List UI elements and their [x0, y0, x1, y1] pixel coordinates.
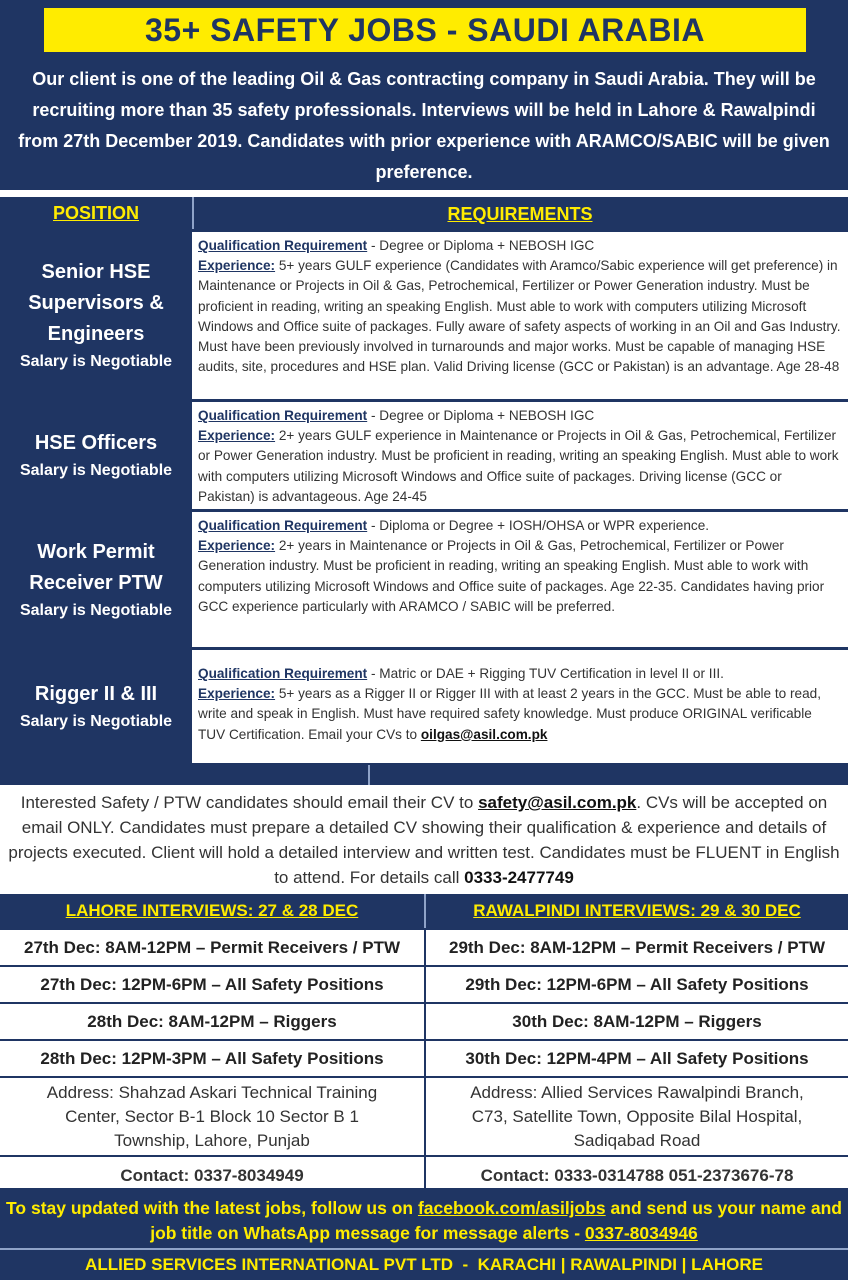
follow-before: To stay updated with the latest jobs, follow us on [6, 1198, 418, 1218]
address-line: Township, Lahore, Punjab [114, 1130, 310, 1150]
job-salary: Salary is Negotiable [19, 462, 173, 479]
job-title-line: HSE Officers [34, 432, 158, 454]
address-line: Address: Allied Services Rawalpindi Branch, [470, 1082, 804, 1102]
header-banner [0, 0, 848, 190]
follow-text [0, 1196, 848, 1246]
address-line: Sadiqabad Road [573, 1130, 701, 1150]
job-row-rigger [0, 650, 848, 766]
experience-text: 5+ years GULF experience (Candidates with Aramco/Sabic experience will get preference) in Maintenance or Projects in Oil & Gas, Petrochemical, Fertilizer or Power Generation industry. Must be proficient in reading, writing an speaking English. Must able to work with computers utilizing Microsoft Windows and Office suite of packages. Fully aware of safety aspects of working in an Oil and Gas Industry. Must have been previously involved in turnarounds and major works. Must be capable of managing HSE audits, site, procedures and HSE plan. Valid Driving license (GCC or Pakistan) is an advantage. Age 28-48 [198, 258, 841, 375]
interview-headings [0, 894, 848, 930]
job-row-senior-hse [0, 232, 848, 402]
job-position [0, 232, 192, 399]
qualification-text: - Degree or Diploma + NEBOSH IGC [367, 238, 595, 253]
experience-text: 5+ years as a Rigger II or Rigger III with at least 2 years in the GCC. Must be able to read, write and speak in English. Must have required safety knowledge. Must produce ORIGINAL verificable TUV Certification. Email your CVs to [198, 686, 821, 742]
apply-phone: 0333-2477749 [464, 868, 574, 887]
lahore-slot: 28th Dec: 12PM-3PM – All Safety Positions [40, 1048, 384, 1068]
interview-slot-row [0, 930, 848, 967]
facebook-link[interactable]: facebook.com/asiljobs [417, 1198, 606, 1218]
interview-address-row [0, 1078, 848, 1157]
qualification-label: Qualification Requirement [198, 518, 368, 533]
experience-label: Experience [198, 686, 271, 702]
job-position [0, 512, 192, 647]
title-box [44, 8, 806, 52]
job-row-hse-officers [0, 402, 848, 512]
job-title-line: Receiver PTW [29, 571, 163, 594]
experience-label: Experience [198, 258, 271, 274]
address-line: Address: Shahzad Askari Technical Training [46, 1082, 378, 1102]
requirements-column-header [192, 197, 848, 229]
job-requirements [192, 232, 848, 399]
separator-strip [0, 765, 848, 785]
requirements-header-label: REQUIREMENTS [447, 203, 593, 224]
experience-label: Experience [198, 538, 271, 554]
experience-label: Experience [198, 428, 271, 444]
apply-instructions [0, 790, 848, 890]
safety-email-link[interactable]: safety@asil.com.pk [478, 793, 637, 812]
rawalpindi-heading: RAWALPINDI INTERVIEWS: 29 & 30 DEC [473, 901, 801, 920]
rawalpindi-slot: 30th Dec: 12PM-4PM – All Safety Positions [424, 1041, 848, 1076]
strip-divider [368, 765, 370, 785]
lahore-address [0, 1078, 424, 1155]
position-column-header [0, 197, 192, 229]
apply-text-after: . CVs will be accepted on email ONLY. Candidates must prepare a detailed CV showing their qualification & experience and details of projects executed. Client will hold a detailed interview and written test. Candidates must be FLUENT in English to attend. For details call [8, 793, 840, 887]
company-bar [0, 1248, 848, 1280]
lahore-heading-cell [0, 894, 424, 928]
company-name: ALLIED SERVICES INTERNATIONAL PVT LTD - KARACHI | RAWALPINDI | LAHORE [85, 1255, 763, 1274]
job-requirements [192, 402, 848, 509]
lahore-slot: 28th Dec: 8AM-12PM – Riggers [87, 1011, 337, 1031]
whatsapp-number: 0337-8034946 [584, 1223, 698, 1243]
follow-middle: and send us your name and job title on WhatsApp message for message alerts - [150, 1198, 842, 1243]
rawalpindi-slot: 30th Dec: 8AM-12PM – Riggers [424, 1004, 848, 1039]
jobs-table [0, 197, 848, 766]
experience-sep: : [270, 258, 276, 274]
rawalpindi-slot: 29th Dec: 8AM-12PM – Permit Receivers / PTW [424, 930, 848, 965]
job-title-line: Work Permit [37, 540, 155, 563]
qualification-text: - Degree or Diploma + NEBOSH IGC [367, 408, 595, 423]
job-position [0, 650, 192, 763]
address-line: C73, Satellite Town, Opposite Bilal Hospital, [471, 1106, 803, 1126]
interview-schedule [0, 894, 848, 1195]
lahore-contact: Contact: 0337-8034949 [120, 1166, 304, 1185]
qualification-text: - Diploma or Degree + IOSH/OHSA or WPR experience. [367, 518, 710, 533]
page-title: 35+ SAFETY JOBS - SAUDI ARABIA [145, 11, 705, 48]
job-title-line: Supervisors & [28, 292, 164, 314]
job-title-line: Senior HSE [41, 261, 151, 283]
lahore-heading: LAHORE INTERVIEWS: 27 & 28 DEC [65, 901, 359, 920]
lahore-slot: 27th Dec: 8AM-12PM – Permit Receivers / PTW [23, 937, 401, 957]
interview-slot-row [0, 1004, 848, 1041]
experience-text: 2+ years GULF experience in Maintenance or Projects in Oil & Gas, Petrochemical, Fertilizer or Power Generation industry. Must be proficient in reading, writing an speaking English. Must able to work with computers utilizing Microsoft Windows and Office suite of packages. Driving license (GCC or Pakistan) is advantageous. Age 24-45 [198, 428, 839, 504]
qualification-label: Qualification Requirement [198, 666, 368, 681]
rawalpindi-address [424, 1078, 848, 1155]
rawalpindi-slot: 29th Dec: 12PM-6PM – All Safety Positions [424, 967, 848, 1002]
job-salary: Salary is Negotiable [19, 353, 173, 370]
job-title-line: Engineers [47, 323, 145, 345]
qualification-label: Qualification Requirement [198, 238, 368, 253]
rawalpindi-contact: Contact: 0333-0314788 051-2373676-78 [424, 1157, 848, 1195]
job-position [0, 402, 192, 509]
job-requirements [192, 650, 848, 763]
interview-slot-row [0, 1041, 848, 1078]
job-requirements [192, 512, 848, 647]
apply-text-before: Interested Safety / PTW candidates should email their CV to [20, 793, 479, 812]
job-salary: Salary is Negotiable [19, 601, 173, 619]
qualification-text: - Matric or DAE + Rigging TUV Certification in level II or III. [367, 666, 724, 681]
job-salary: Salary is Negotiable [19, 713, 173, 730]
position-header-label: POSITION [52, 202, 139, 223]
experience-sep: : [270, 686, 276, 702]
intro-text: Our client is one of the leading Oil & Gas contracting company in Saudi Arabia. They will be recruiting more than 35 safety professionals. Interviews will be held in Lahore & Rawalpindi from 27th December 2019. Candidates with prior experience with ARAMCO/SABIC will be given preference. [18, 69, 830, 182]
experience-sep: : [270, 428, 276, 444]
experience-text: 2+ years in Maintenance or Projects in Oil & Gas, Petrochemical, Fertilizer or Power Generation industry. Must be proficient in reading, writing an speaking English. Must able to work with computers utilizing Microsoft Windows and Office suite of packages. Age 22-35. Candidates having prior GCC experience particularly with ARAMCO / SABIC will be preferred. [198, 538, 825, 614]
experience-sep: : [270, 538, 276, 554]
qualification-label: Qualification Requirement [198, 408, 368, 423]
jobs-table-header [0, 197, 848, 232]
job-title-line: Rigger II & III [34, 683, 158, 705]
address-line: Center, Sector B-1 Block 10 Sector B 1 [65, 1106, 359, 1126]
footer [0, 1188, 848, 1280]
interview-slot-row [0, 967, 848, 1004]
rawalpindi-heading-cell [424, 894, 848, 928]
job-row-work-permit [0, 512, 848, 650]
lahore-slot: 27th Dec: 12PM-6PM – All Safety Positions [40, 974, 384, 994]
oilgas-email-link[interactable]: oilgas@asil.com.pk [420, 726, 548, 742]
